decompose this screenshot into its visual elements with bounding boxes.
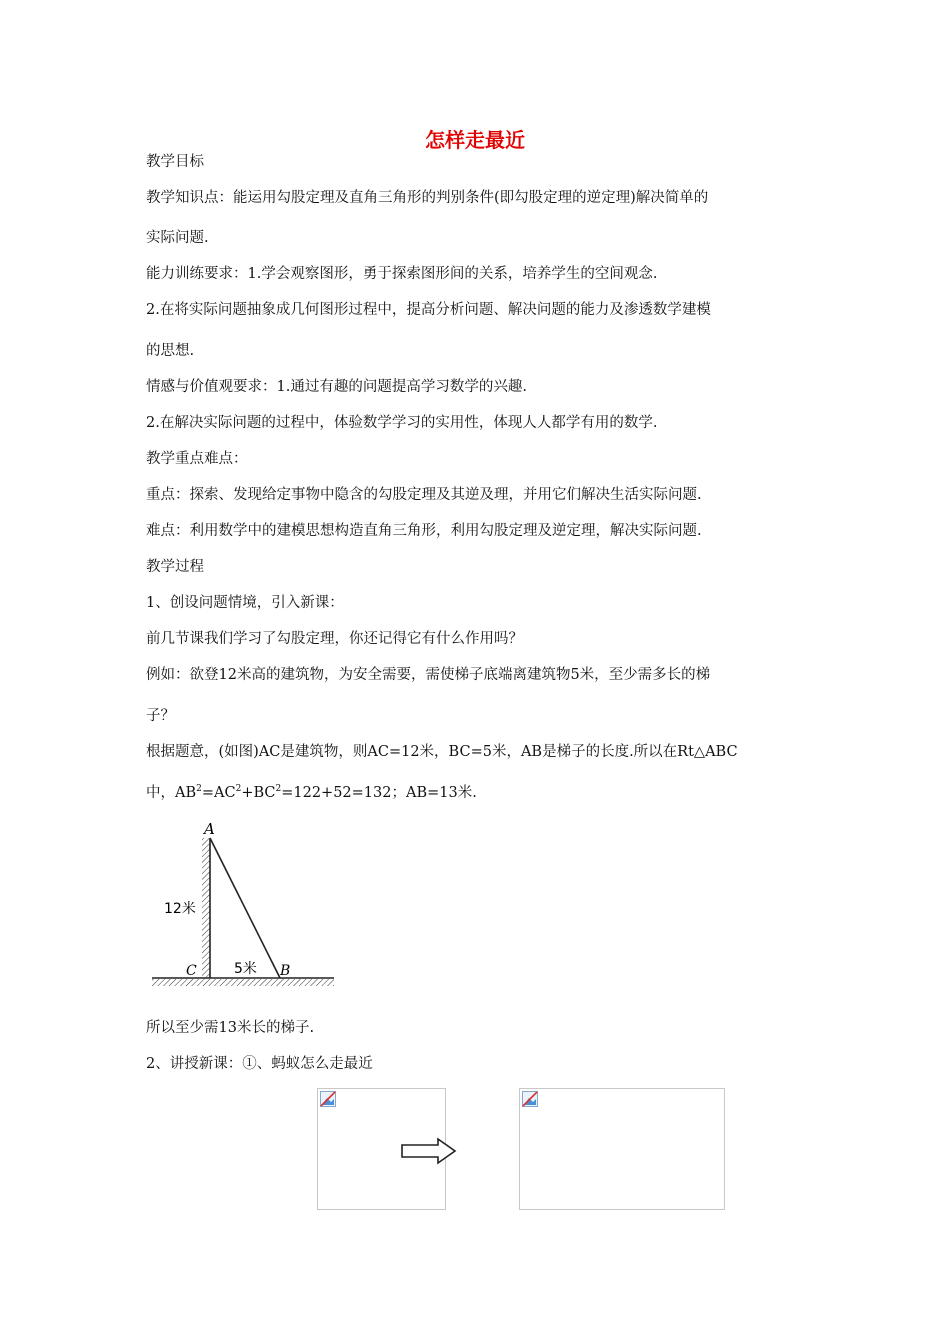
label-c: C [186, 963, 197, 979]
text-line: 前几节课我们学习了勾股定理，你还记得它有什么作用吗？ [146, 631, 523, 647]
text-line: 所以至少需13米长的梯子. [146, 1020, 315, 1036]
wall-hatching [202, 838, 210, 978]
label-b: B [280, 963, 291, 979]
text-line: 2.在解决实际问题的过程中，体验数学学习的实用性，体现人人都学有用的数学. [146, 415, 658, 431]
text-line: 例如：欲登12米高的建筑物，为安全需要，需使梯子底端离建筑物5米，至少需多长的梯 [146, 667, 711, 683]
broken-image-icon [522, 1091, 538, 1107]
text-line: 教学知识点：能运用勾股定理及直角三角形的判别条件(即勾股定理的逆定理)解决简单的 [146, 190, 709, 206]
text-line: 的思想. [146, 343, 195, 359]
page-title: 怎样走最近 [425, 128, 525, 152]
text-line: 实际问题. [146, 230, 209, 246]
text-line: 2.在将实际问题抽象成几何图形过程中，提高分析问题、解决问题的能力及渗透数学建模 [146, 302, 711, 318]
text-line: 重点：探索、发现给定事物中隐含的勾股定理及其逆及理，并用它们解决生活实际问题. [146, 487, 702, 503]
label-a: A [204, 820, 215, 838]
section-heading-objectives: 教学目标 [146, 154, 204, 170]
text-line: 1、创设问题情境，引入新课： [146, 595, 344, 611]
section-heading-new-lesson: 2、讲授新课：①、蚂蚁怎么走最近 [146, 1056, 373, 1072]
text-line: 情感与价值观要求：1.通过有趣的问题提高学习数学的兴趣. [146, 379, 527, 395]
right-arrow-icon [400, 1137, 458, 1165]
ladder-line [210, 838, 280, 978]
formula-line: 中，$AB^2=AC^2+BC^2=122+52=132$；AB=13米. [146, 784, 477, 801]
broken-image-icon [320, 1091, 336, 1107]
ground-hatching [152, 979, 334, 986]
text-line: 根据题意，(如图)AC是建筑物，则AC=12米，BC=5米，AB是梯子的长度.所以在Rt△ABC [146, 744, 738, 760]
text-line: 子？ [146, 708, 175, 724]
label-base: 5米 [234, 961, 257, 977]
text-line: 难点：利用数学中的建模思想构造直角三角形，利用勾股定理及逆定理，解决实际问题. [146, 523, 702, 539]
section-heading-process: 教学过程 [146, 559, 204, 575]
section-heading-key-points: 教学重点难点： [146, 451, 248, 467]
image-placeholder-right [519, 1088, 725, 1210]
text-line: 能力训练要求：1.学会观察图形，勇于探索图形间的关系，培养学生的空间观念. [146, 266, 658, 282]
ladder-diagram [150, 818, 345, 1003]
label-height: 12米 [164, 901, 196, 917]
